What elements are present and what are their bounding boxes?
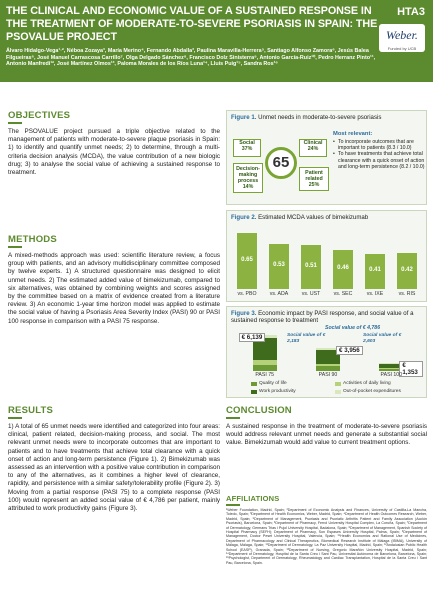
figure-1-label: Figure 1. bbox=[231, 114, 257, 121]
impact-category-label: PASI 90 bbox=[318, 372, 338, 378]
impact-bar-value: € 3,956 bbox=[336, 346, 363, 355]
unmet-box-social-pct: 37% bbox=[241, 146, 253, 152]
affiliations-rule bbox=[226, 504, 240, 506]
mcda-category-label: vs. PBO bbox=[237, 291, 257, 297]
figure-2-title bbox=[231, 214, 368, 221]
impact-bar-value: € 1,353 bbox=[399, 361, 423, 377]
poster-header bbox=[0, 0, 433, 82]
mcda-bar-value: 0.65 bbox=[241, 257, 253, 264]
affiliations-text: ¹Weber Foundation, Madrid, Spain; ²Department of Economic Analysis and Finances, University of Castilla-La Mancha, Toledo, Spain; ³Department of Health Economics, Weber, Madrid, Spain; ⁴Department of Health Outcomes Research, Weber, Madrid, Spain; ⁵Department of Management, Psoriasis and Psoriatic Arthritis Patient and Family Association (Acción Psoriasis), Barcelona, Spain; ⁶Department of Pharmacy, Ferrol University Hospital Complex, La Coruña, Spain; ⁷Department of Dermatology, Germans Trias i Pujol University Hospital, Badalona, Spain; ⁸Department of Management, Spanish Society of Hospital Pharmacy (SEFH); Department of Pharmacy, Son Espases University Hospital, Palma, Spain; ⁹Department of Management, Doctor Peset University Hospital, Valencia, Spain; ¹⁰Health Economics and Rational Use of Medicines, Department of Pharmacology and Clinical Therapeutics, Biomedical Research Institute of Málaga (IBIMA), University of Málaga, Málaga, Spain; ¹¹Department of Dermatology, La Paz University Hospital, Madrid, Spain; ¹²Andalusian Public Health School (EASP), Granada, Spain; ¹³Department of Nursing, Gregorio Marañón University Hospital, Madrid, Spain; ¹⁴Department of Dermatology, Hospital de la Santa Creu i Sant Pau, Universitat Autònoma de Barcelona, Barcelona, Spain; ¹⁵Psychologist, Department of Dermatology, Rheumatology and Cardiac Transplantation, Hospital de la Santa Creu i Sant Pau, Barcelona, Spain. bbox=[226, 508, 427, 565]
legend-swatch-adl bbox=[335, 382, 341, 386]
unmet-box-decision-name: Decision-making process bbox=[236, 166, 260, 184]
methods-heading: METHODS bbox=[8, 234, 57, 245]
objectives-text: The PSOVALUE project pursued a triple objective related to the management of patients with moderate-to-severe plaque psoriasis in Spain: 1) to identify and quantify unmet needs; 2) to determine, through a multi-criteria decision analysis (MCDA), the value contribution of a new biologic drug; 3) to analyse the social value of achieving a sustained response to treatment. bbox=[8, 128, 220, 177]
results-text: 1) A total of 65 unmet needs were identified and categorized into four areas: clinical, patient related, decision-making process, and social. The most relevant unmet needs were to incorporate outcomes that are important to patients and to have treatments that achieve total clearance with a quick onset of action and long-term persistence (Figure 1). 2) Bimekizumab was assessed as an intervention with a positive value contribution in comparison to any of the alternatives, as it combines a higher level of clearance, rapidity, and persistence with a similar safety/tolerability profile (Figure 2). 3) Moving from a partial response (PASI 75) to a complete response (PASI 100) would represent an added social value of € 4,786 per patient, mainly attributed to work productivity gains (Figure 3). bbox=[8, 423, 220, 513]
impact-bar-segment bbox=[316, 366, 340, 371]
results-rule bbox=[8, 417, 22, 419]
economic-impact-chart bbox=[233, 327, 423, 379]
mcda-chart bbox=[231, 225, 423, 299]
conclusion-rule bbox=[226, 417, 240, 419]
figure-2-label: Figure 2. bbox=[231, 214, 257, 221]
conclusion-text: A sustained response in the treatment of moderate-to-severe psoriasis would address relevant unmet needs and generate a substantial social value. Bimekizumab would add value to current treatment options. bbox=[226, 423, 427, 447]
objectives-heading: OBJECTIVES bbox=[8, 110, 71, 121]
legend-swatch-work bbox=[251, 390, 257, 394]
conclusion-heading: CONCLUSION bbox=[226, 405, 292, 416]
figure-1 bbox=[226, 110, 427, 205]
most-relevant-item-text: To incorporate outcomes that are important to patients (8.3 / 10.0) bbox=[338, 139, 414, 152]
most-relevant-item: • To incorporate outcomes that are important to patients (8.3 / 10.0) bbox=[333, 139, 414, 152]
legend-out-of-pocket: Out-of-pocket expenditures bbox=[343, 389, 401, 394]
legend-daily-living: Activities of daily living bbox=[343, 381, 391, 386]
social-value-90: Social value of € 2,183 bbox=[287, 333, 326, 344]
results-heading: RESULTS bbox=[8, 405, 54, 416]
impact-bar-segment bbox=[316, 364, 340, 367]
unmet-box-decision-pct: 14% bbox=[242, 184, 254, 190]
mcda-bar-value: 0.42 bbox=[401, 267, 413, 273]
legend-quality-of-life: Quality of life bbox=[259, 381, 287, 386]
mcda-bar-value: 0.51 bbox=[305, 263, 317, 270]
weber-logo bbox=[379, 24, 425, 52]
objectives-rule bbox=[8, 122, 22, 124]
mcda-bar-value: 0.53 bbox=[273, 262, 285, 269]
figure-2 bbox=[226, 210, 427, 302]
mcda-category-label: vs. ADA bbox=[269, 291, 289, 297]
figure-3 bbox=[226, 306, 427, 398]
unmet-box-social-name: Social bbox=[239, 140, 255, 146]
impact-category-label: PASI 100 bbox=[380, 372, 403, 378]
social-value-100: Social value of € 2,603 bbox=[363, 333, 402, 344]
methods-text: A mixed-methods approach was used: scientific literature review, a focus group with patients, and an advisory multidisciplinary committee composed by twelve experts. 1) A structured questionnaire was designed to elicit unmet needs. 2) The estimated added value of bimekizumab, compared to six alternatives, was obtained by combining weights and scores assigned by the committee based on a matrix of evidence created from a literature review. 3) An economic 1-year time horizon model was applied to estimate the social value of having a Psoriasis Area Severity Index (PASI) 90 or PASI 100 response in comparison with a PASI 75 response. bbox=[8, 252, 220, 325]
impact-bar-segment bbox=[253, 365, 277, 371]
unmet-box-clinical bbox=[299, 139, 327, 157]
mcda-bar-value: 0.41 bbox=[369, 267, 381, 274]
social-value-total: Social value of € 4,786 bbox=[325, 325, 381, 331]
most-relevant-list bbox=[333, 139, 425, 170]
methods-rule bbox=[8, 246, 22, 248]
unmet-box-social bbox=[233, 139, 261, 157]
affiliations-heading: AFFILIATIONS bbox=[226, 494, 280, 503]
logo-brand: Weber. bbox=[386, 28, 418, 42]
figure-3-title bbox=[231, 310, 425, 324]
unmet-box-clinical-name: Clinical bbox=[303, 140, 323, 146]
most-relevant-item: • To have treatments that achieve total clearance with a quick onset of action and long-term persistence (8.2 / 10.0) bbox=[333, 151, 425, 170]
legend-work-productivity: Work productivity bbox=[259, 389, 296, 394]
most-relevant-title: Most relevant: bbox=[333, 131, 373, 137]
unmet-box-clinical-pct: 24% bbox=[307, 146, 319, 152]
unmet-box-decision bbox=[233, 163, 263, 193]
unmet-total-circle: 65 bbox=[265, 147, 297, 179]
figure-1-caption: Unmet needs in moderate-to-severe psoriasis bbox=[258, 114, 382, 121]
mcda-category-label: vs. UST bbox=[301, 291, 321, 297]
mcda-category-label: vs. SEC bbox=[333, 291, 353, 297]
figure-2-caption: Estimated MCDA values of bimekizumab bbox=[258, 214, 369, 221]
figure-3-label: Figure 3. bbox=[231, 310, 257, 317]
mcda-category-label: vs. RIS bbox=[398, 291, 416, 297]
legend-swatch-qol bbox=[251, 382, 257, 386]
figure-1-title bbox=[231, 114, 381, 121]
impact-bar-value: € 6,139 bbox=[239, 333, 266, 342]
mcda-category-label: vs. IXE bbox=[366, 291, 384, 297]
legend-swatch-oop bbox=[335, 390, 341, 394]
author-list: Álvaro Hidalgo-Vega¹·², Néboa Zozaya³, María Merino⁴, Fernando Abdalla³, Paulina Maravilla-Herrera⁵, Santiago Alfonso Zamora⁶, Jesús Balea Filgueiras⁶, José Manuel Carrascosa Carrillo⁷, Olga Delgado Sánchez⁸, Francisco Dolz Sinisterra⁹, Antonio García-Ruiz¹⁰, Pedro Herranz Pinto¹¹, Antonio Manfredi¹², José Martínez Olmos¹³, Paloma Morales de los Ríos Luna¹⁴, Lluís Puig¹⁵, Sandra Ros¹⁶ bbox=[6, 48, 376, 68]
unmet-box-patient-name: Patient related bbox=[305, 170, 323, 182]
logo-funded: Funded by UCB bbox=[387, 46, 417, 51]
figure-3-caption: Economic impact by PASI response, and social value of a sustained response to treatment bbox=[231, 310, 414, 324]
poster-title: THE CLINICAL AND ECONOMIC VALUE OF A SUSTAINED RESPONSE IN THE TREATMENT OF MODERATE-TO-SEVERE PSORIASIS IN SPAIN: THE PSOVALUE PROJECT bbox=[6, 5, 378, 43]
most-relevant-item-text: To have treatments that achieve total clearance with a quick onset of action and long-term persistence (8.2 / 10.0) bbox=[338, 151, 425, 170]
unmet-box-patient bbox=[299, 167, 329, 191]
impact-category-label: PASI 75 bbox=[255, 372, 274, 378]
poster-code: HTA3 bbox=[397, 6, 425, 18]
mcda-bar-value: 0.46 bbox=[337, 265, 349, 272]
impact-bar-segment bbox=[253, 360, 277, 364]
unmet-box-patient-pct: 25% bbox=[308, 182, 320, 188]
